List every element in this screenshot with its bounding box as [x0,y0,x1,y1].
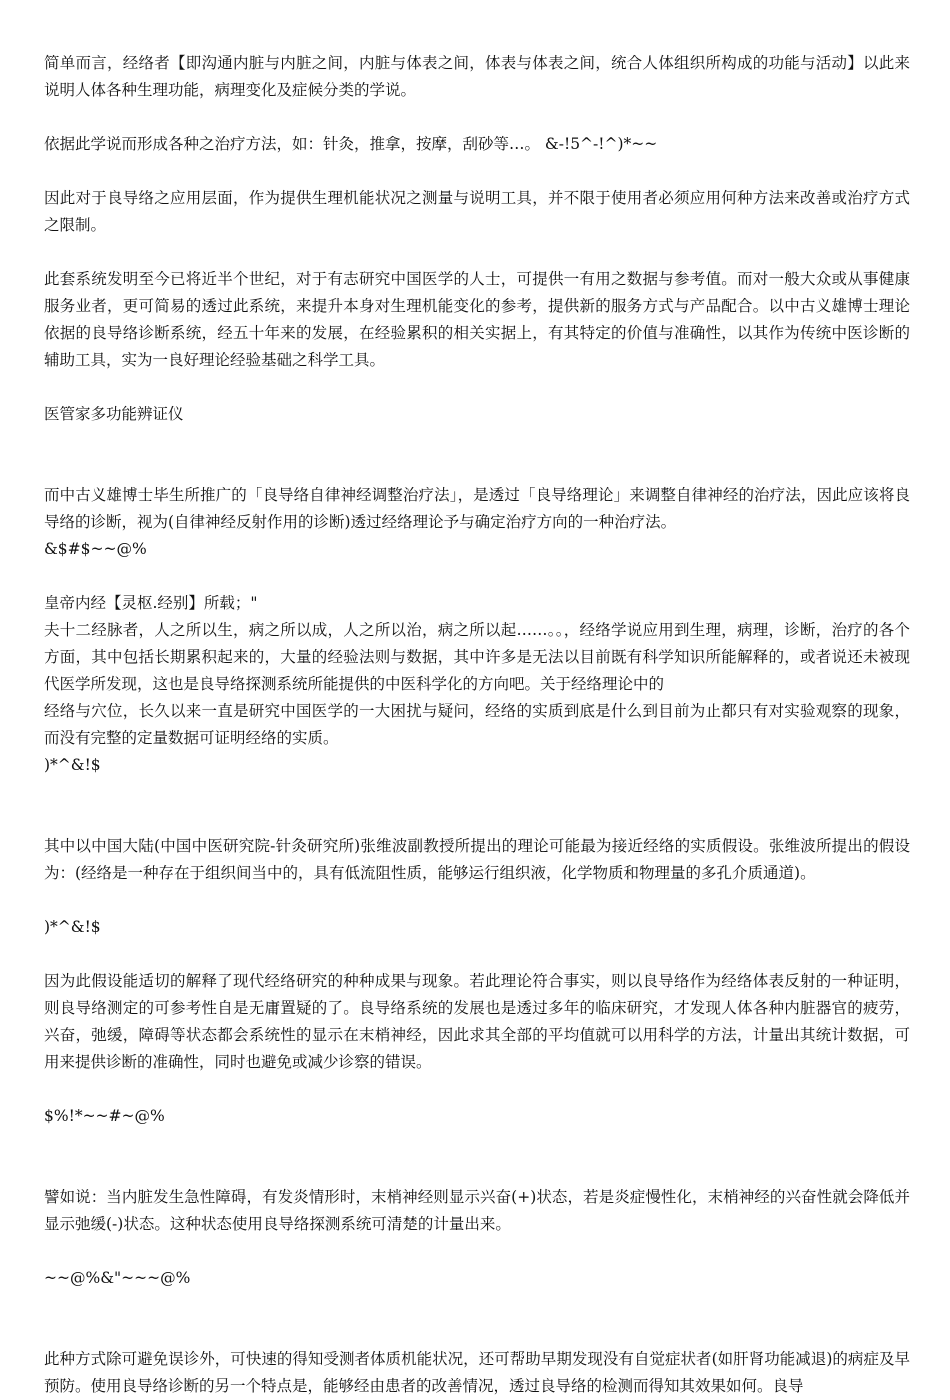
paragraph-zhang-hypothesis: 其中以中国大陆(中国中医研究院-针灸研究所)张维波副教授所提出的理论可能最为接近经络的实质假设。张维波所提出的假设为：(经络是一种存在于组织间当中的，具有低流阻性质，能够运行组织液，化学物质和物理量的多孔介质通道)。 [44,837,910,882]
document-body [44,50,910,1400]
paragraph-inflammation-example: 譬如说：当内脏发生急性障碍，有发炎情形时，末梢神经则显示兴奋(+)状态，若是炎症慢性化，末梢神经的兴奋性就会降低并显示弛缓(-)状态。这种状态使用良导络探测系统可清楚的计量出来。 [44,1188,910,1233]
paragraph-meridian-definition: 简单而言，经络者【即沟通内脏与内脏之间，内脏与体表之间，体表与体表之间，统合人体组织所构成的功能与活动】以此来说明人体各种生理功能，病理变化及症候分类的学说。 [44,54,910,99]
paragraph-early-detection: 此种方式除可避免误诊外，可快速的得知受测者体质机能状况，还可帮助早期发现没有自觉症状者(如肝肾功能减退)的病症及早预防。使用良导络诊断的另一个特点是，能够经由患者的改善情况，透过良导络的检测而得知其效果如何。良导 [44,1350,910,1395]
paragraph-product-title: 医管家多功能辨证仪 [44,405,184,423]
paragraph-treatment-methods: 依据此学说而形成各种之治疗方法，如：针灸，推拿，按摩，刮砂等…。 &-!5^-!^)*~~ [44,135,658,153]
paragraph-classic-citation: 皇帝内经【灵枢.经别】所载；" [44,594,258,612]
garbled-marker-2: )*^&!$ [44,756,101,774]
paragraph-hypothesis-evidence: 因为此假设能适切的解释了现代经络研究的种种成果与现象。若此理论符合事实，则以良导络作为经络体表反射的一种证明，则良导络测定的可参考性自是无庸置疑的了。良导络系统的发展也是透过多年的临床研究，才发现人体各种内脏器官的疲劳，兴奋，弛缓，障碍等状态都会系统性的显示在末梢神经，因此求其全部的平均值就可以用科学的方法，计量出其统计数据，可用来提供诊断的准确性，同时也避免或减少诊察的错误。 [44,972,910,1071]
garbled-marker-5: ~~@%&"~~~@% [44,1269,191,1287]
garbled-marker-1: &$#$~~@% [44,540,147,558]
paragraph-autonomic-therapy: 而中古义雄博士毕生所推广的「良导络自律神经调整治疗法」，是透过「良导络理论」来调整自律神经的治疗法，因此应该将良导络的诊断，视为(自律神经反射作用的诊断)透过经络理论予与确定治疗方向的一种治疗法。 [44,486,910,531]
garbled-marker-4: $%!*~~#~@% [44,1107,165,1125]
paragraph-meridian-acupoints: 经络与穴位，长久以来一直是研究中国医学的一大困扰与疑问，经络的实质到底是什么到目前为止都只有对实验观察的现象，而没有完整的定量数据可证明经络的实质。 [44,702,910,747]
garbled-marker-3: )*^&!$ [44,918,101,936]
paragraph-application-scope: 因此对于良导络之应用层面，作为提供生理机能状况之测量与说明工具，并不限于使用者必须应用何种方法来改善或治疗方式之限制。 [44,189,910,234]
paragraph-twelve-meridians: 夫十二经脉者，人之所以生，病之所以成，人之所以治，病之所以起……。。，经络学说应用到生理，病理，诊断，治疗的各个方面，其中包括长期累积起来的，大量的经验法则与数据，其中许多是无法以目前既有科学知识所能解释的，或者说还未被现代医学所发现，这也是良导络探测系统所能提供的中医科学化的方向吧。关于经络理论中的 [44,621,910,693]
paragraph-system-history: 此套系统发明至今已将近半个世纪，对于有志研究中国医学的人士，可提供一有用之数据与参考值。而对一般大众或从事健康服务业者，更可简易的透过此系统，来提升本身对生理机能变化的参考，提供新的服务方式与产品配合。以中古义雄博士理论依据的良导络诊断系统，经五十年来的发展，在经验累积的相关实据上，有其特定的价值与准确性，以其作为传统中医诊断的辅助工具，实为一良好理论经验基础之科学工具。 [44,270,910,369]
